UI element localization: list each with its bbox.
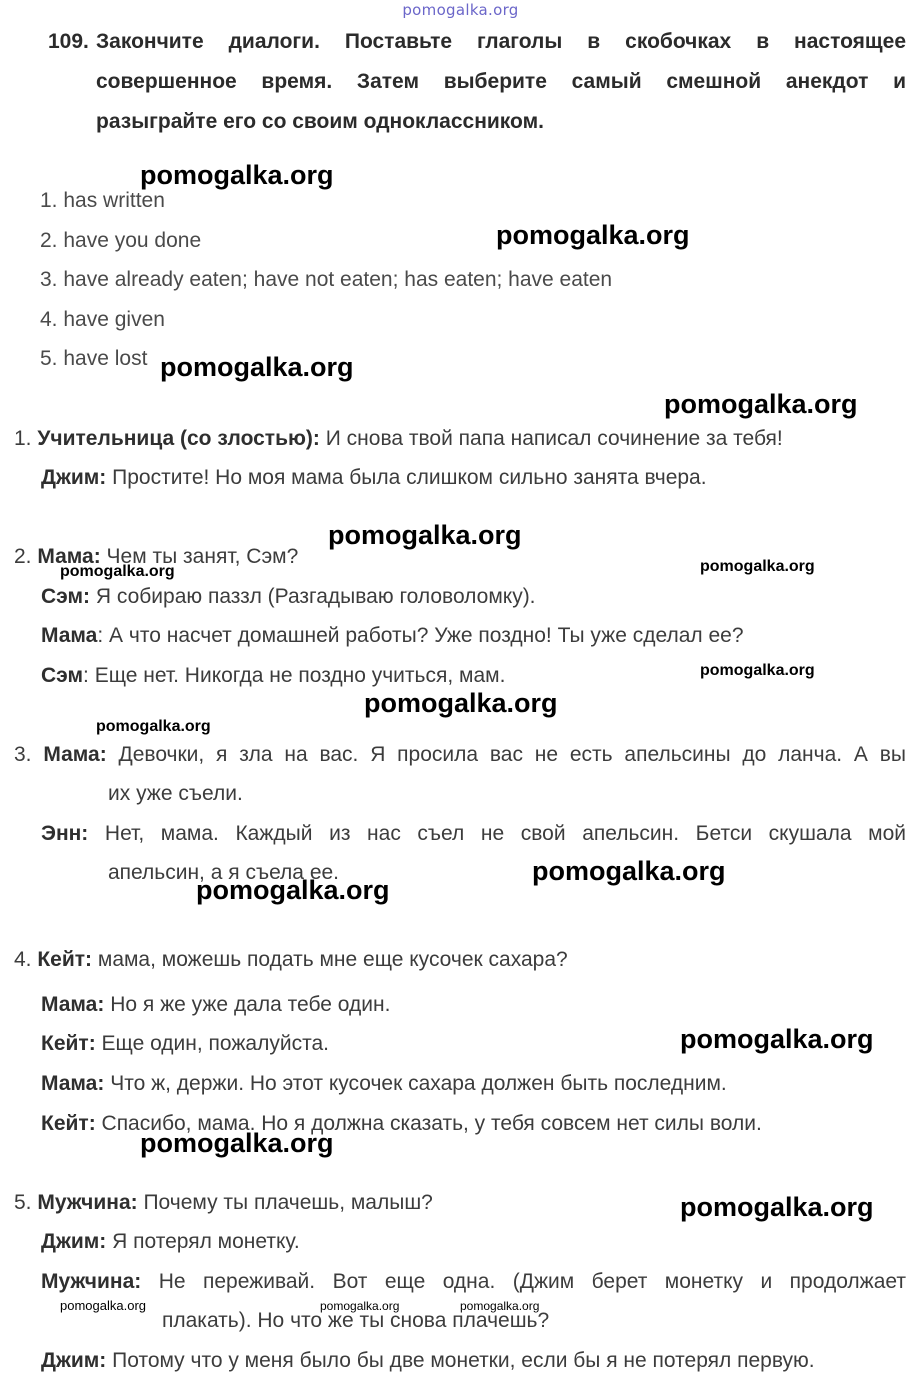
line-text: Спасибо, мама. Но я должна сказать, у тебя совсем нет силы воли. <box>95 1112 762 1135</box>
watermark: pomogalka.org <box>140 1128 334 1158</box>
task-instruction-line: Закончите диалоги. Поставьте глаголы в скобочках в настоящее <box>96 30 906 53</box>
dialogue-line-continuation: плакать). Но что же ты снова плачешь? <box>162 1309 550 1332</box>
speaker: Мужчина: <box>41 1270 142 1293</box>
speaker: Сэм <box>41 664 84 687</box>
watermark: pomogalka.org <box>496 220 690 250</box>
speaker: Мама <box>41 624 98 647</box>
dialogue-line <box>41 466 707 490</box>
watermark-top: pomogalka.org <box>402 1 519 19</box>
speaker: Джим: <box>41 1230 107 1253</box>
speaker: Кейт: <box>41 1032 96 1055</box>
watermark: pomogalka.org <box>320 1299 400 1313</box>
line-text: Я потерял монетку. <box>106 1230 300 1253</box>
line-text: И снова твой папа написал сочинение за тебя! <box>319 427 783 450</box>
line-text: Потому что у меня было бы две монетки, если бы я не потерял первую. <box>106 1349 815 1372</box>
watermark: pomogalka.org <box>700 662 815 679</box>
dialogue-line <box>41 1230 300 1254</box>
speaker: Мама: <box>37 545 101 568</box>
watermark: pomogalka.org <box>700 558 815 575</box>
line-text: : А что насчет домашней работы? Уже поздно! Ты уже сделал ее? <box>97 624 744 647</box>
dialogue-number: 2. <box>14 545 32 568</box>
speaker: Джим: <box>41 1349 107 1372</box>
speaker: Учительница (со злостью): <box>37 427 320 450</box>
watermark: pomogalka.org <box>60 1298 146 1313</box>
answer-item: 2. have you done <box>40 229 202 252</box>
speaker: Кейт: <box>37 948 93 971</box>
dialogue-line-continuation: апельсин, а я съела ее. <box>108 861 340 884</box>
dialogue-number: 4. <box>14 948 32 971</box>
dialogue-line <box>41 822 906 846</box>
speaker: Мама: <box>41 1072 105 1095</box>
dialogue-line <box>41 993 390 1017</box>
dialogue-line <box>41 1072 727 1096</box>
dialogue-line <box>41 624 744 648</box>
speaker: Энн: <box>41 822 89 845</box>
task-number: 109. <box>48 30 89 53</box>
line-text: Еще один, пожалуйста. <box>95 1032 329 1055</box>
watermark: pomogalka.org <box>140 160 334 190</box>
dialogue-number: 3. <box>14 743 32 766</box>
watermark: pomogalka.org <box>364 688 558 718</box>
dialogue-line <box>41 585 536 609</box>
watermark: pomogalka.org <box>664 389 858 419</box>
answer-item: 1. has written <box>40 189 165 212</box>
line-text: Почему ты плачешь, малыш? <box>137 1191 433 1214</box>
dialogue-number: 5. <box>14 1191 32 1214</box>
speaker: Мужчина: <box>37 1191 138 1214</box>
speaker: Кейт: <box>41 1112 96 1135</box>
line-text: Нет, мама. Каждый из нас съел не свой апельсин. Бетси скушала мой <box>88 822 906 845</box>
line-text: : Еще нет. Никогда не поздно учиться, мам. <box>83 664 506 687</box>
dialogue-line <box>14 948 568 972</box>
watermark: pomogalka.org <box>680 1192 874 1222</box>
watermark: pomogalka.org <box>60 563 175 580</box>
line-text: Девочки, я зла на вас. Я просила вас не есть апельсины до ланча. А вы <box>106 743 906 766</box>
dialogue-line <box>14 743 906 767</box>
watermark: pomogalka.org <box>96 718 211 735</box>
line-text: Я собираю паззл (Разгадываю головоломку). <box>90 585 536 608</box>
answer-item: 5. have lost <box>40 347 148 370</box>
line-text: Чем ты занят, Сэм? <box>100 545 299 568</box>
watermark: pomogalka.org <box>328 520 522 550</box>
watermark: pomogalka.org <box>460 1299 540 1313</box>
answer-item: 4. have given <box>40 308 165 331</box>
line-text: мама, можешь подать мне еще кусочек сахара? <box>92 948 568 971</box>
dialogue-line <box>14 427 783 451</box>
dialogue-line <box>41 1349 815 1373</box>
watermark: pomogalka.org <box>532 856 726 886</box>
speaker: Джим: <box>41 466 107 489</box>
dialogue-line <box>14 1191 433 1215</box>
watermark: pomogalka.org <box>160 352 354 382</box>
watermark: pomogalka.org <box>196 875 390 905</box>
line-text: Простите! Но моя мама была слишком сильно занята вчера. <box>106 466 707 489</box>
line-text: Не переживай. Вот еще одна. (Джим берет монетку и продолжает <box>141 1270 906 1293</box>
task-instruction-line: совершенное время. Затем выберите самый смешной анекдот и <box>96 70 906 93</box>
dialogue-line-continuation: их уже съели. <box>108 782 243 805</box>
dialogue-number: 1. <box>14 427 32 450</box>
line-text: Что ж, держи. Но этот кусочек сахара должен быть последним. <box>104 1072 727 1095</box>
watermark: pomogalka.org <box>680 1024 874 1054</box>
answer-item: 3. have already eaten; have not eaten; has eaten; have eaten <box>40 268 613 291</box>
speaker: Мама: <box>41 993 105 1016</box>
dialogue-line <box>41 1032 329 1056</box>
dialogue-line <box>41 664 505 688</box>
speaker: Сэм: <box>41 585 91 608</box>
dialogue-line <box>41 1270 906 1294</box>
speaker: Мама: <box>43 743 107 766</box>
line-text: Но я же уже дала тебе один. <box>104 993 391 1016</box>
task-instruction-line: разыграйте его со своим одноклассником. <box>96 110 544 133</box>
